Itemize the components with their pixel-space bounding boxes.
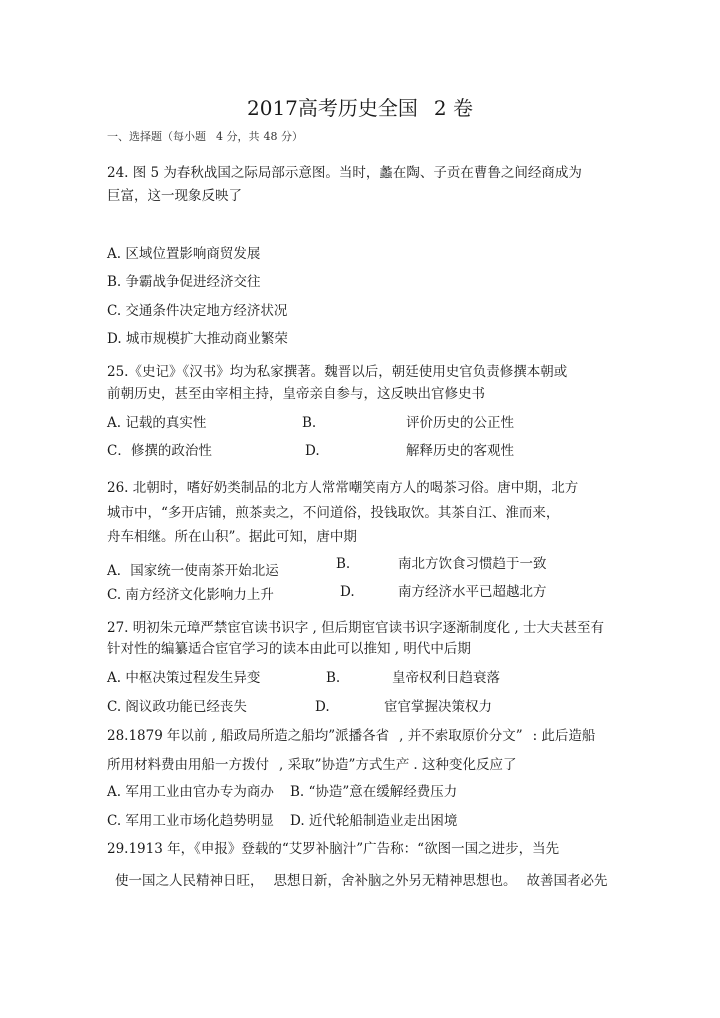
title-year: 2017	[247, 96, 298, 120]
q28-line-2-c: . 这种变化反应了	[413, 757, 517, 773]
title-volume: 2 卷	[433, 96, 473, 120]
q28-line-2	[107, 757, 516, 773]
section-heading	[107, 129, 303, 145]
q27-option-d-text: 宦官掌握决策权力	[384, 699, 492, 715]
q27-option-a: A. 中枢决策过程发生异变	[107, 670, 261, 686]
q26-option-b-letter: B.	[336, 556, 351, 572]
q26-option-a: A．国家统一使南茶开始北运	[107, 563, 279, 579]
q24-option-a: A. 区域位置影响商贸发展	[107, 246, 261, 262]
q25-option-d-letter: D.	[305, 443, 320, 459]
q25-stem-line-2: 前朝历史，甚至由宰相主持，皇帝亲自参与，这反映出官修史书	[107, 386, 485, 402]
q27-stem-line-1: 27. 明初朱元璋严禁宦官读书识字 , 但后期宦官读书识字逐渐制度化 , 士大夫甚至有	[107, 620, 605, 636]
q28-option-c: C. 军用工业市场化趋势明显	[107, 813, 274, 829]
q29-line-2-b: 思想日新，舍补脑之外另无精神思想也。	[273, 873, 517, 889]
q25-option-b-letter: B.	[302, 415, 317, 431]
q24-option-b: B. 争霸战争促进经济交往	[107, 274, 261, 290]
q27-option-d-letter: D.	[315, 699, 330, 715]
q29-line-2-a: 使一国之人民精神日旺，	[115, 873, 264, 889]
q25-option-a: A. 记载的真实性	[107, 415, 207, 431]
title-text: 高考历史全国	[297, 96, 418, 120]
q26-option-c: C. 南方经济文化影响力上升	[107, 587, 274, 603]
q29-line-2	[115, 873, 608, 889]
q28-line-1-c: , 并不索取原价分文”	[399, 728, 523, 744]
q26-option-b-text: 南北方饮食习惯趋于一致	[398, 556, 547, 572]
q28-option-a: A. 军用工业由官办专为商办	[107, 784, 274, 800]
q27-stem-line-2: 针对性的编纂适合宦官学习的读本由此可以推知 , 明代中后期	[107, 641, 471, 657]
q24-option-c: C. 交通条件决定地方经济状况	[107, 303, 288, 319]
q25-option-b-text: 评价历史的公正性	[406, 415, 514, 431]
q26-option-d-letter: D.	[340, 584, 355, 600]
q28-line-1-d: : 此后造船	[532, 728, 596, 744]
q29-stem-line-1: 29.1913 年，《申报》登载的“艾罗补脑汁”广告称：“欲图一国之进步，当先	[107, 841, 560, 857]
q28-line-1-b: 年以前 , 船政局所造之船均”派播各省	[166, 728, 390, 744]
q25-option-d-text: 解释历史的客观性	[406, 443, 514, 459]
q28-line-1-a: 28.1879	[107, 728, 163, 744]
q25-option-c: C．修撰的政治性	[107, 443, 212, 459]
q27-option-c: C. 阁议政功能已经丧失	[107, 699, 247, 715]
section-score: 4 分，共	[216, 130, 260, 143]
q28-line-2-b: , 采取”协造”方式生产	[279, 757, 410, 773]
section-total: 48 分）	[263, 130, 303, 143]
q29-line-2-c: 故善国者必先	[526, 873, 608, 889]
q24-stem-line-1: 24. 图 5 为春秋战国之际局部示意图。当时，蠡在陶、子贡在曹鲁之间经商成为	[107, 165, 582, 181]
page-title	[0, 96, 720, 120]
q28-option-d: D. 近代轮船制造业走出困境	[290, 813, 458, 829]
q26-stem-line-1: 26. 北朝时，嗜好奶类制品的北方人常常嘲笑南方人的喝茶习俗。唐中期，北方	[107, 480, 579, 496]
q24-stem-line-2: 巨富，这一现象反映了	[107, 188, 242, 204]
section-label: 一、选择题（每小题	[107, 130, 206, 143]
q26-stem-line-3: 舟车相继。所在山积”。据此可知，唐中期	[107, 529, 357, 545]
q28-line-2-a: 所用材料费由用船一方拨付	[107, 757, 269, 773]
q24-option-d: D. 城市规模扩大推动商业繁荣	[107, 331, 288, 347]
q28-option-b: B. “协造”意在缓解经费压力	[290, 784, 458, 800]
q26-option-d-text: 南方经济水平已超越北方	[398, 584, 547, 600]
q26-stem-line-2: 城市中，“多开店铺，煎茶卖之，不问道俗，投钱取饮。其茶自江、淮而来，	[107, 505, 560, 521]
q28-line-1	[107, 728, 595, 744]
q25-stem-line-1: 25.《史记》《汉书》均为私家撰著。魏晋以后，朝廷使用史官负责修撰本朝或	[107, 364, 568, 380]
q27-option-b-letter: B.	[326, 670, 341, 686]
q27-option-b-text: 皇帝权利日趋衰落	[392, 670, 500, 686]
